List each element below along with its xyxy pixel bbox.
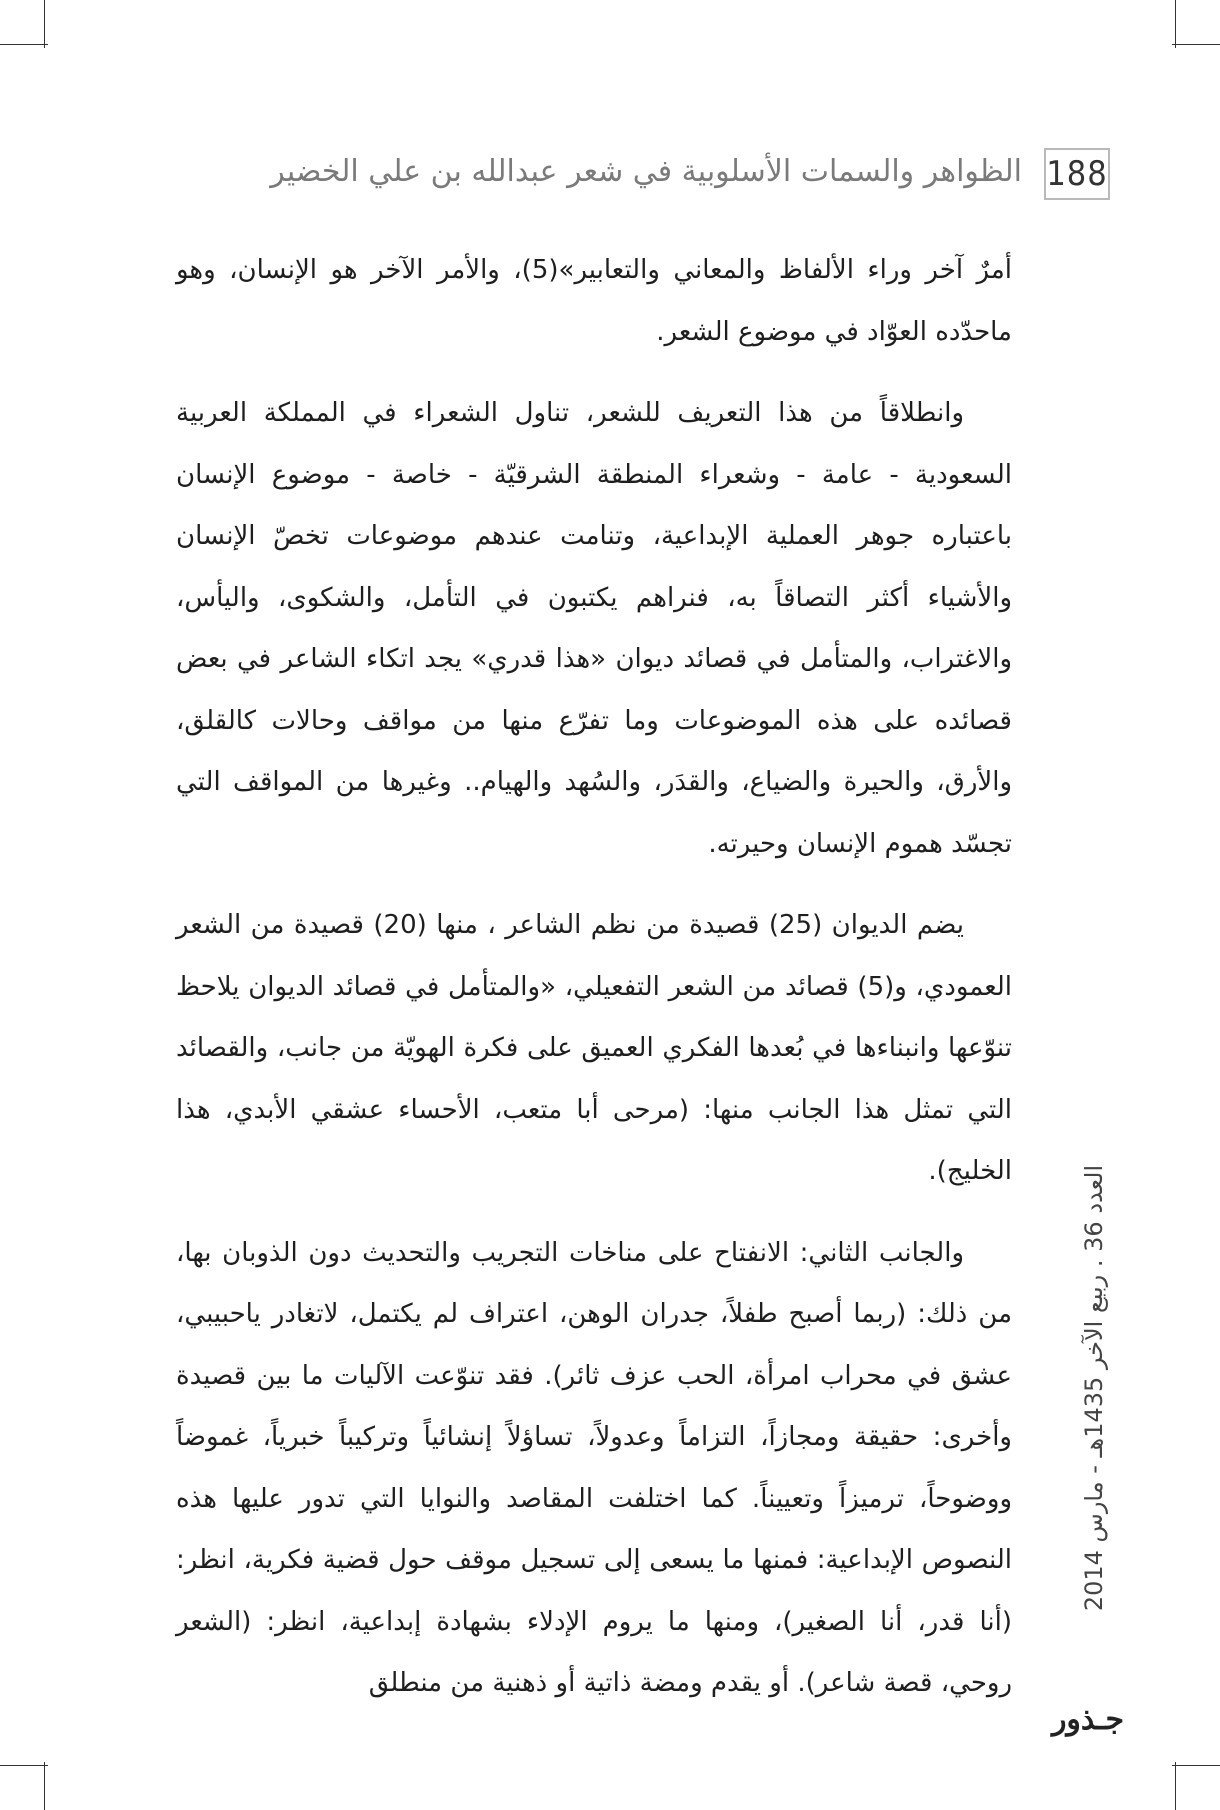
crop-mark — [1175, 1762, 1176, 1810]
crop-mark — [0, 44, 48, 45]
running-title: الظواهر والسمات الأسلوبية في شعر عبدالله بن علي الخضير — [270, 154, 1022, 189]
journal-logo: جـذور — [1051, 1702, 1124, 1737]
crop-mark — [1175, 0, 1176, 48]
crop-mark — [44, 0, 45, 48]
paragraph: أمرٌ آخر وراء الألفاظ والمعاني والتعابير»(5)، والأمر الآخر هو الإنسان، وهو ماحدّده العوّاد في موضوع الشعر. — [176, 255, 1012, 347]
article-body — [176, 240, 1012, 1735]
paragraph: يضم الديوان (25) قصيدة من نظم الشاعر ، منها (20) قصيدة من الشعر العمودي، و(5) قصائد من الشعر التفعيلي، «والمتأمل في قصائد الديوان يلاحظ تنوّعها وانبناءها في بُعدها الفكري العميق على فكرة الهويّة من جانب، والقصائد التي تمثل هذا الجانب منها: (مرحى أبا متعب، الأحساء عشقي الأبدي، هذا الخليج). — [176, 910, 1012, 1186]
issue-side-note — [1068, 1108, 1120, 1668]
page-number: 188 — [1044, 148, 1110, 200]
issue-info: العدد 36 . ربيع الآخر 1435هـ - مارس 2014 — [1080, 1164, 1109, 1612]
paragraph: والجانب الثاني: الانفتاح على مناخات التجريب والتحديث دون الذوبان بها، من ذلك: (ربما أصبح طفلاً، جدران الوهن، اعتراف لم يكتمل، لاتغادر ياحبيبي، عشق في محراب امرأة، الحب عزف ثائر). فقد تنوّعت الآليات ما بين قصيدة وأخرى: حقيقة ومجازاً، التزاماً وعدولاً، تساؤلاً إنشائياً وتركيباً خبرياً، غموضاً ووضوحاً، ترميزاً وتعييناً. كما اختلفت المقاصد والنوايا التي تدور عليها هذه النصوص الإبداعية: فمنها ما يسعى إلى تسجيل موقف حول قضية فكرية، انظر: (أنا قدر، أنا الصغير)، ومنها ما يروم الإدلاء بشهادة إبداعية، انظر: (الشعر روحي، قصة شاعر). أو يقدم ومضة ذاتية أو ذهنية من منطلق — [176, 1237, 1012, 1698]
page-header — [180, 148, 1110, 204]
crop-mark — [1172, 1765, 1220, 1766]
paragraph: وانطلاقاً من هذا التعريف للشعر، تناول الشعراء في المملكة العربية السعودية - عامة - وشعراء المنطقة الشرقيّة - خاصة - موضوع الإنسان باعتباره جوهر العملية الإبداعية، وتنامت عندهم موضوعات تخصّ الإنسان والأشياء أكثر التصاقاً به، فنراهم يكتبون في التأمل، والشكوى، واليأس، والاغتراب، والمتأمل في قصائد ديوان «هذا قدري» يجد اتكاء الشاعر في بعض قصائده على هذه الموضوعات وما تفرّع منها من مواقف وحالات كالقلق، والأرق، والحيرة والضياع، والقدَر، والسُهد والهيام.. وغيرها من المواقف التي تجسّد هموم الإنسان وحيرته. — [176, 398, 1012, 859]
crop-mark — [0, 1765, 48, 1766]
crop-mark — [1172, 44, 1220, 45]
crop-mark — [44, 1762, 45, 1810]
